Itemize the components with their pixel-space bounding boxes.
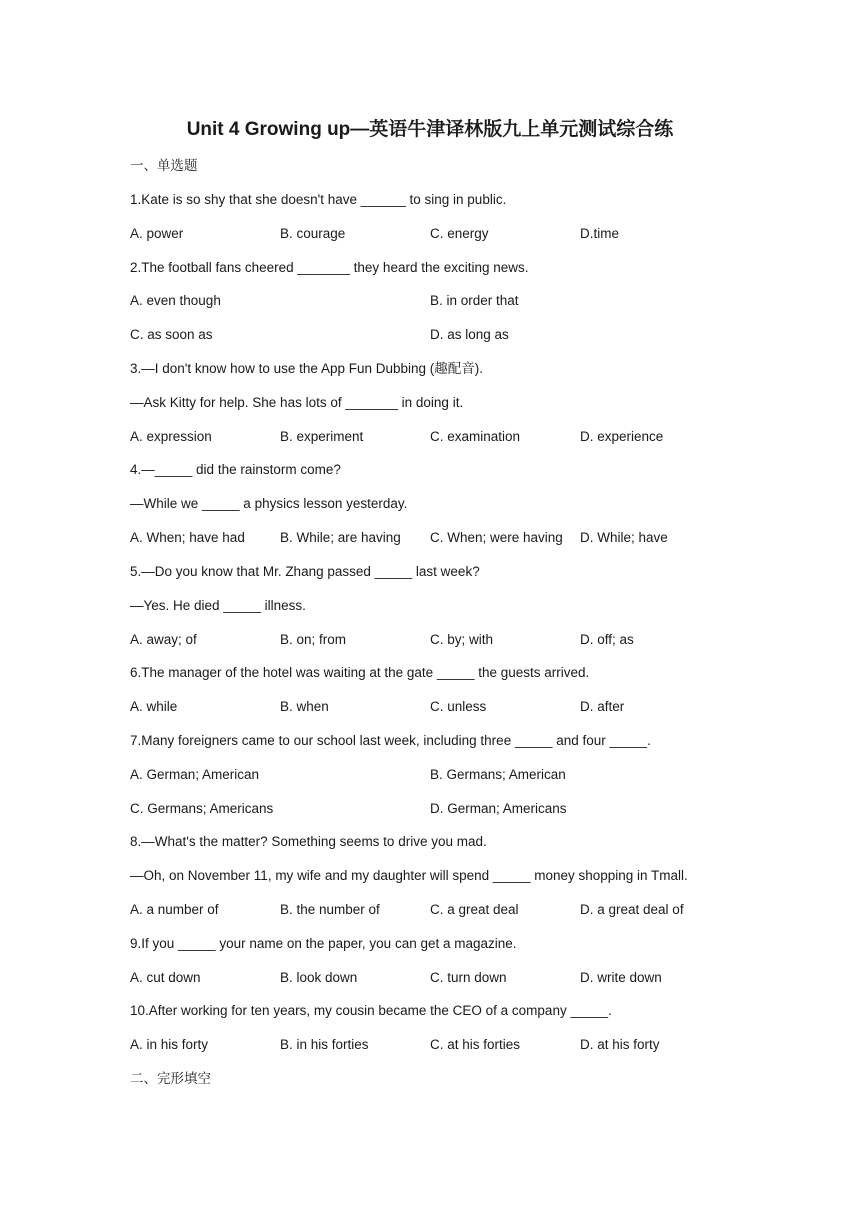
option-a: A. even though <box>130 293 221 308</box>
question-3-options <box>130 428 730 446</box>
option-a: A. German; American <box>130 767 260 782</box>
option-b: B. While; are having <box>280 530 401 545</box>
question-6-options <box>130 698 730 716</box>
question-9-options <box>130 969 730 987</box>
option-b: B. the number of <box>280 902 380 917</box>
question-5-options <box>130 631 730 649</box>
section-heading-single-choice: 一、单选题 <box>130 158 198 173</box>
question-4-stem-reply: —While we _____ a physics lesson yesterday. <box>130 496 408 511</box>
option-d: D. as long as <box>430 327 509 342</box>
section-heading-cloze: 二、完形填空 <box>130 1071 211 1086</box>
question-1-stem: 1.Kate is so shy that she doesn't have ______ to sing in public. <box>130 192 507 207</box>
option-d: D. write down <box>580 970 662 985</box>
question-7-options-row2 <box>130 800 730 818</box>
question-1-options <box>130 225 730 243</box>
option-b: B. courage <box>280 226 346 241</box>
option-b: B. in his forties <box>280 1037 369 1052</box>
question-8-options <box>130 901 730 919</box>
option-d: D. at his forty <box>580 1037 660 1052</box>
question-8-stem: 8.—What's the matter? Something seems to drive you mad. <box>130 834 487 849</box>
question-3-stem-reply: —Ask Kitty for help. She has lots of _______ in doing it. <box>130 395 464 410</box>
question-2-options-row1 <box>130 292 730 310</box>
option-c: C. unless <box>430 699 487 714</box>
question-10-stem: 10.After working for ten years, my cousin became the CEO of a company _____. <box>130 1003 612 1018</box>
option-c: C. by; with <box>430 632 494 647</box>
option-c: C. examination <box>430 429 521 444</box>
question-6-stem: 6.The manager of the hotel was waiting at the gate _____ the guests arrived. <box>130 665 590 680</box>
option-c: C. When; were having <box>430 530 563 545</box>
page-title: Unit 4 Growing up—英语牛津译林版九上单元测试综合练 <box>186 119 674 140</box>
question-5-stem-reply: —Yes. He died _____ illness. <box>130 598 306 613</box>
option-c: C. at his forties <box>430 1037 521 1052</box>
option-a: A. power <box>130 226 184 241</box>
option-b: B. Germans; American <box>430 767 566 782</box>
option-c: C. a great deal <box>430 902 519 917</box>
question-7-stem: 7.Many foreigners came to our school last week, including three _____ and four _____. <box>130 733 651 748</box>
option-d: D. after <box>580 699 625 714</box>
question-10-options <box>130 1036 730 1054</box>
option-a: A. a number of <box>130 902 219 917</box>
question-3-stem: 3.—I don't know how to use the App Fun Dubbing (趣配音). <box>130 361 484 376</box>
question-4-options <box>130 529 730 547</box>
option-a: A. cut down <box>130 970 201 985</box>
option-c: C. as soon as <box>130 327 213 342</box>
question-5-stem: 5.—Do you know that Mr. Zhang passed _____ last week? <box>130 564 480 579</box>
option-a: A. in his forty <box>130 1037 209 1052</box>
question-7-options-row1 <box>130 766 730 784</box>
option-c: C. turn down <box>430 970 507 985</box>
option-d: D. a great deal of <box>580 902 684 917</box>
option-d: D. off; as <box>580 632 634 647</box>
option-b: B. experiment <box>280 429 364 444</box>
option-a: A. When; have had <box>130 530 245 545</box>
option-b: B. when <box>280 699 329 714</box>
option-a: A. while <box>130 699 178 714</box>
option-d: D.time <box>580 226 620 241</box>
option-a: A. expression <box>130 429 212 444</box>
option-a: A. away; of <box>130 632 197 647</box>
option-b: B. on; from <box>280 632 347 647</box>
option-c: C. Germans; Americans <box>130 801 274 816</box>
question-4-stem: 4.—_____ did the rainstorm come? <box>130 462 341 477</box>
option-d: D. German; Americans <box>430 801 567 816</box>
question-2-options-row2 <box>130 326 730 344</box>
option-c: C. energy <box>430 226 489 241</box>
question-8-stem-reply: —Oh, on November 11, my wife and my daughter will spend _____ money shopping in Tmall. <box>130 868 688 883</box>
option-b: B. look down <box>280 970 358 985</box>
option-d: D. experience <box>580 429 664 444</box>
question-9-stem: 9.If you _____ your name on the paper, you can get a magazine. <box>130 936 517 951</box>
option-d: D. While; have <box>580 530 668 545</box>
option-b: B. in order that <box>430 293 519 308</box>
question-2-stem: 2.The football fans cheered _______ they heard the exciting news. <box>130 260 529 275</box>
